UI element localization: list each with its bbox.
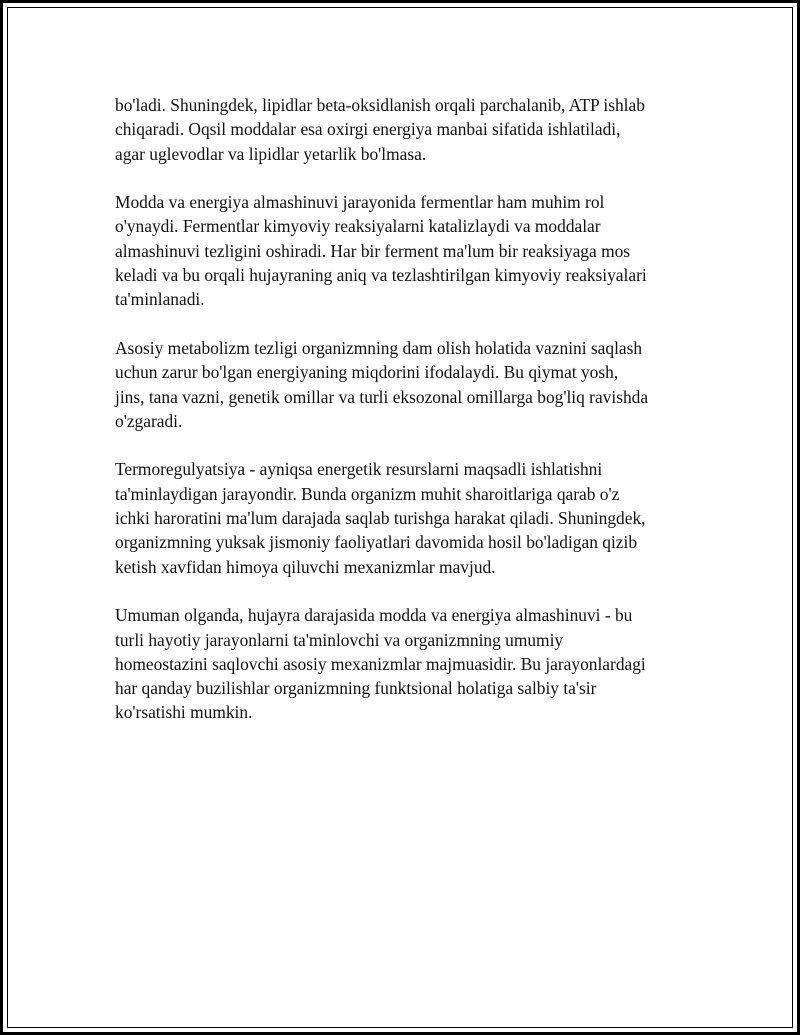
document-body [115,93,705,749]
paragraph-conclusion: Umuman olganda, hujayra darajasida modda va energiya almashinuvi - bu turli hayotiy jarayonlarni ta'minlovchi va organizmning umumiy homeostazini saqlovchi asosiy mexanizmlar majmuasidir. Bu jarayonlardagi har qanday buzilishlar organizmning funktsional holatiga salbiy ta'sir ko'rsatishi mumkin. [115,605,646,723]
paragraph-basal-metabolism: Asosiy metabolizm tezligi organizmning dam olish holatida vaznini saqlash uchun zarur bo'lgan energiyaning miqdorini ifodalaydi. Bu qiymat yosh, jins, tana vazni, genetik omillar va turli eksozonal omillarga bog'liq ravishda o'zgaradi. [115,337,649,431]
paragraph-enzymes: Modda va energiya almashinuvi jarayonida fermentlar ham muhim rol o'ynaydi. Fermentlar kimyoviy reaksiyalarni katalizlaydi va moddalar almashinuvi tezligini oshiradi. Har bir ferment ma'lum bir reaksiyaga mos keladi va bu orqali hujayraning aniq va tezlashtirilgan kimyoviy reaksiyalari ta'minlanadi. [115,192,647,310]
paragraph-lipid-protein: bo'ladi. Shuningdek, lipidlar beta-oksidlanish orqali parchalanib, ATP ishlab chiqaradi. Oqsil moddalar esa oxirgi energiya manbai sifatida ishlatiladi, agar uglevodlar va lipidlar yetarlik bo'lmasa. [115,95,645,164]
paragraph-thermoregulation: Termoregulyatsiya - ayniqsa energetik resurslarni maqsadli ishlatishni ta'minlaydigan jarayondir. Bunda organizm muhit sharoitlariga qarab o'z ichki haroratini ma'lum darajada saqlab turishga harakat qiladi. Shuningdek, organizmning yuksak jismoniy faoliyatlari davomida hosil bo'ladigan qizib ketish xavfidan himoya qiluvchi mexanizmlar mavjud. [115,459,646,577]
